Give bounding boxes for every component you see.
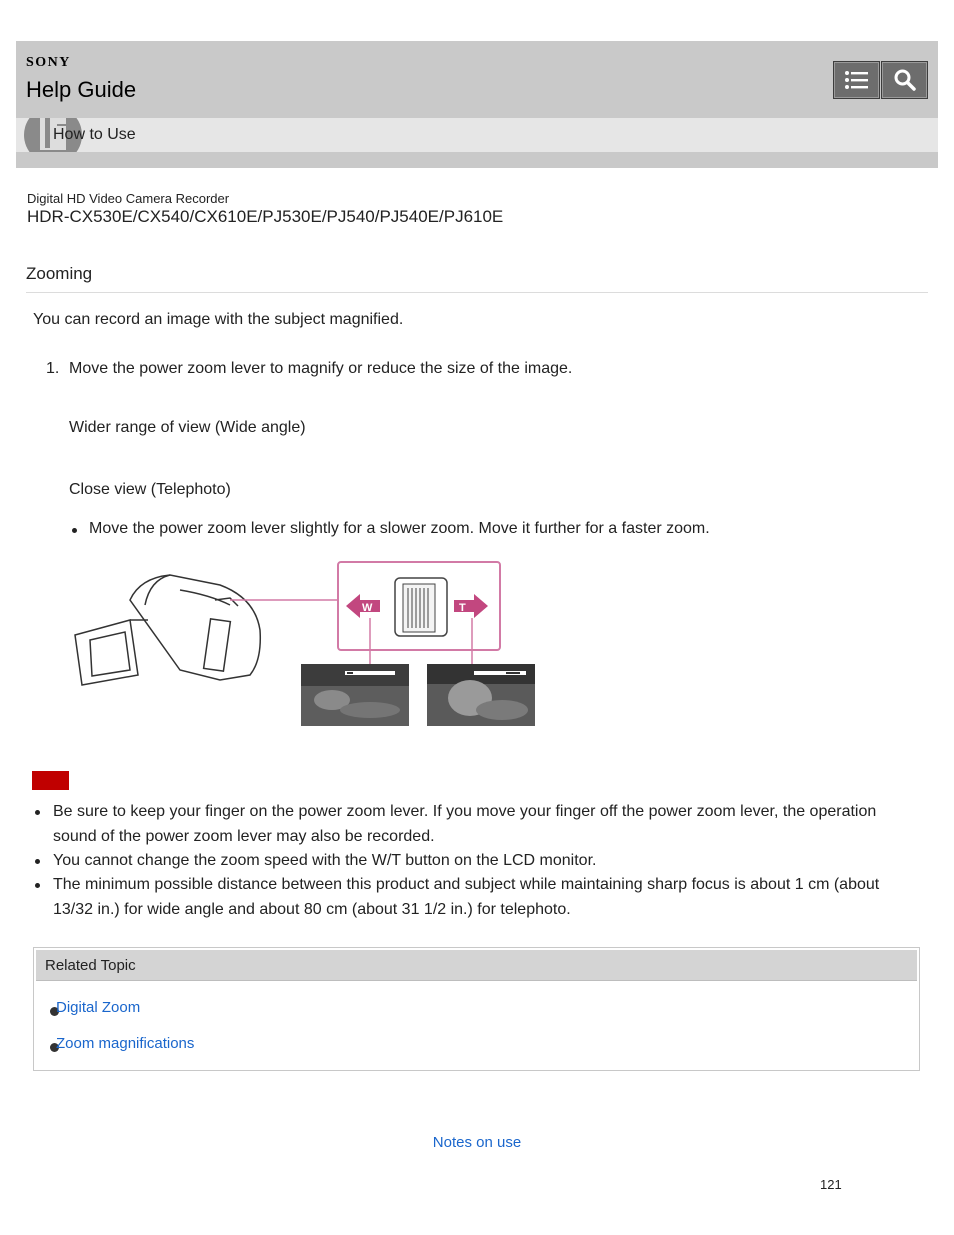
search-icon	[893, 68, 917, 92]
bullet-icon	[72, 528, 77, 533]
breadcrumb-bar	[16, 118, 938, 152]
bullet-icon	[35, 859, 40, 864]
sony-logo: SONY	[26, 55, 71, 70]
bullet-icon	[35, 883, 40, 888]
product-model: HDR-CX530E/CX540/CX610E/PJ530E/PJ540/PJ540E/PJ610E	[27, 207, 504, 226]
product-line: Digital HD Video Camera Recorder	[27, 191, 230, 206]
step-text: Move the power zoom lever to magnify or reduce the size of the image.	[69, 360, 573, 377]
list-icon	[844, 69, 870, 91]
tele-letter: T	[459, 602, 466, 614]
related-topic-title: Related Topic	[45, 957, 136, 974]
toc-button[interactable]	[833, 61, 880, 99]
note-item: The minimum possible distance between this product and subject while maintaining sharp focus is about 1 cm (about 13/32 in.) for wide angle and about 80 cm (about 31 1/2 in.) for telephoto.	[53, 876, 880, 918]
related-link-zoom-magnifications[interactable]: Zoom magnifications	[56, 1035, 195, 1052]
step-number: 1.	[46, 360, 60, 377]
search-button[interactable]	[881, 61, 928, 99]
zoom-speed-tip: Move the power zoom lever slightly for a slower zoom. Move it further for a faster zoom.	[89, 520, 710, 537]
related-topic-box	[33, 947, 920, 1071]
page-number: 121	[820, 1177, 842, 1192]
divider	[26, 292, 928, 293]
related-link-digital-zoom[interactable]: Digital Zoom	[56, 999, 141, 1016]
tele-photo	[427, 664, 535, 726]
note-badge	[32, 771, 69, 790]
help-guide-title: Help Guide	[26, 77, 137, 102]
zoom-illustration	[70, 560, 540, 730]
camcorder-drawing	[75, 575, 260, 685]
page-title: Zooming	[26, 264, 93, 283]
header	[16, 41, 938, 168]
wide-letter: W	[362, 602, 373, 614]
related-topic-header	[36, 950, 917, 981]
wide-angle-label: Wider range of view (Wide angle)	[69, 419, 306, 436]
how-to-use-link[interactable]: How to Use	[53, 126, 136, 143]
telephoto-label: Close view (Telephoto)	[69, 481, 231, 498]
wide-photo	[301, 664, 409, 726]
intro-text: You can record an image with the subject magnified.	[33, 311, 404, 328]
notes-on-use-link[interactable]: Notes on use	[432, 1134, 522, 1151]
bullet-icon	[35, 810, 40, 815]
note-item: Be sure to keep your finger on the power zoom lever. If you move your finger off the power zoom lever, the operation sound of the power zoom lever may also be recorded.	[53, 803, 877, 845]
note-item: You cannot change the zoom speed with the W/T button on the LCD monitor.	[53, 852, 597, 869]
